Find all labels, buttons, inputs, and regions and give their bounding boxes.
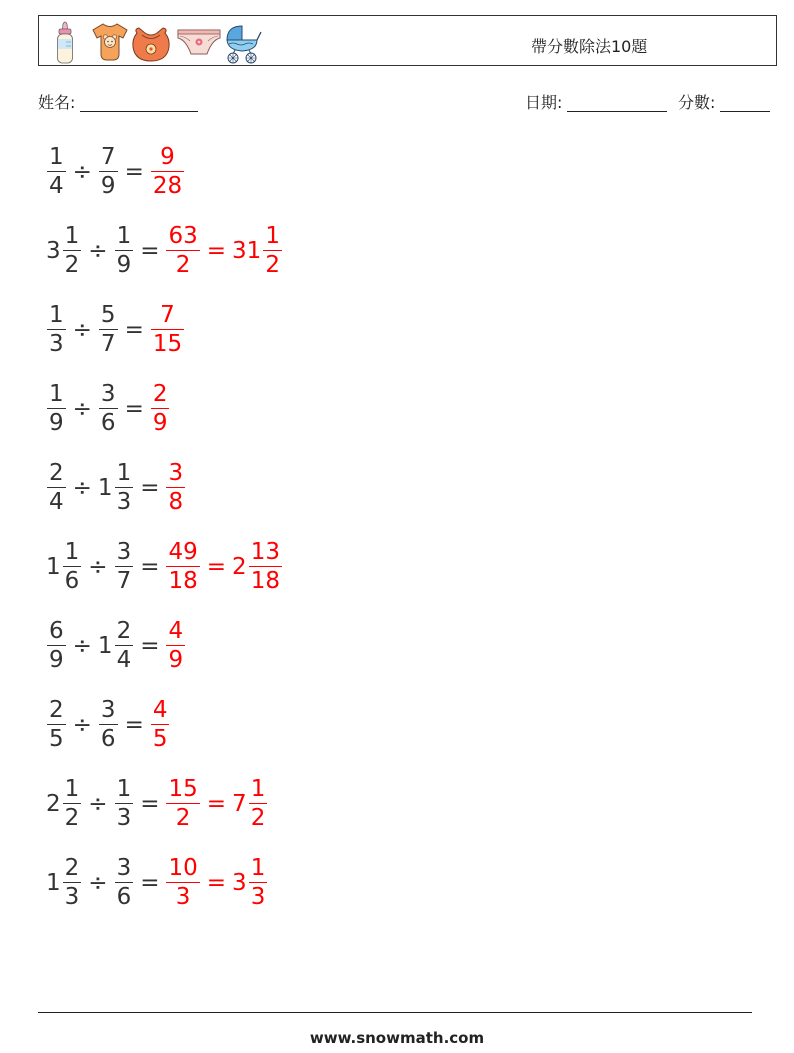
dividend-fraction xyxy=(47,145,66,199)
dividend-denominator: 9 xyxy=(49,647,64,674)
answer xyxy=(232,224,283,278)
dividend-fraction-bar xyxy=(47,724,66,726)
dividend-fraction xyxy=(63,777,82,831)
equals-sign: = xyxy=(206,553,227,580)
answer-denominator: 15 xyxy=(152,331,183,358)
answer-fraction-bar xyxy=(166,645,185,647)
divide-sign: ÷ xyxy=(88,790,108,817)
answer xyxy=(232,540,283,594)
answer-fraction-bar xyxy=(166,487,185,489)
answer-fraction xyxy=(166,856,199,910)
equals-sign: = xyxy=(140,869,160,896)
answer-fraction-bar xyxy=(151,171,184,173)
answer xyxy=(232,777,268,831)
divisor-fraction xyxy=(99,698,118,752)
answer xyxy=(165,777,200,831)
dividend-numerator: 6 xyxy=(49,617,64,644)
answer-fraction-bar xyxy=(151,329,184,331)
dividend xyxy=(46,303,67,357)
dividend-fraction-bar xyxy=(47,171,66,173)
divisor-fraction xyxy=(115,777,134,831)
divisor xyxy=(98,145,119,199)
divisor-fraction-bar xyxy=(115,487,134,489)
answer-denominator: 2 xyxy=(265,252,280,279)
dividend-fraction-bar xyxy=(47,645,66,647)
answer-whole-number: 2 xyxy=(232,553,247,580)
answer-fraction-bar xyxy=(166,250,199,252)
divisor-fraction-bar xyxy=(99,408,118,410)
divisor xyxy=(98,303,119,357)
dividend-numerator: 1 xyxy=(64,538,80,565)
divisor xyxy=(98,461,134,515)
answer-numerator: 63 xyxy=(168,222,198,249)
dividend-denominator: 2 xyxy=(64,252,80,279)
dividend xyxy=(46,540,82,594)
equals-sign: = xyxy=(140,790,160,817)
answer-numerator: 10 xyxy=(168,854,198,881)
answer-whole-number: 3 xyxy=(232,869,247,896)
answer-fraction xyxy=(166,619,185,673)
answer xyxy=(150,698,171,752)
divisor-whole-number: 1 xyxy=(97,632,113,659)
divisor-numerator: 3 xyxy=(100,696,116,723)
divisor-fraction xyxy=(99,303,118,357)
dividend xyxy=(46,461,67,515)
divisor-fraction-bar xyxy=(115,566,134,568)
problem-row xyxy=(46,619,186,672)
divisor-fraction xyxy=(99,145,118,199)
dividend-numerator: 2 xyxy=(49,696,64,723)
answer-numerator: 9 xyxy=(160,143,175,170)
divisor-denominator: 3 xyxy=(116,805,132,832)
answer-fraction xyxy=(151,145,184,199)
dividend-denominator: 2 xyxy=(64,805,80,832)
dividend-denominator: 6 xyxy=(64,568,80,595)
answer-numerator: 3 xyxy=(168,459,184,486)
answer-fraction xyxy=(166,224,199,278)
divisor xyxy=(114,224,135,278)
divisor-fraction-bar xyxy=(115,803,134,805)
answer xyxy=(165,540,200,594)
equals-sign: = xyxy=(124,395,144,422)
answer xyxy=(150,145,185,199)
dividend-denominator: 3 xyxy=(49,331,64,358)
divisor-denominator: 6 xyxy=(116,884,132,911)
answer-denominator: 2 xyxy=(175,805,191,832)
equals-sign: = xyxy=(124,711,144,738)
answer-whole-number: 7 xyxy=(232,790,247,817)
dividend-fraction-bar xyxy=(47,329,66,331)
dividend-fraction-bar xyxy=(63,250,82,252)
dividend-denominator: 3 xyxy=(64,884,80,911)
dividend-fraction xyxy=(63,224,82,278)
dividend-denominator: 5 xyxy=(49,726,64,753)
divisor-fraction-bar xyxy=(99,171,118,173)
answer-numerator: 15 xyxy=(168,775,198,802)
dividend-whole-number: 3 xyxy=(46,237,61,264)
dividend-fraction-bar xyxy=(63,882,82,884)
divisor-fraction xyxy=(99,382,118,436)
problem-row xyxy=(46,303,185,356)
answer-fraction-bar xyxy=(249,882,268,884)
answer-denominator: 3 xyxy=(250,884,266,911)
divisor-fraction-bar xyxy=(115,882,134,884)
divisor-denominator: 7 xyxy=(116,568,132,595)
divisor-fraction-bar xyxy=(99,724,118,726)
dividend-numerator: 1 xyxy=(49,143,64,170)
score-label: 分數: xyxy=(678,93,716,112)
answer-fraction xyxy=(166,461,185,515)
answer-denominator: 9 xyxy=(152,410,168,437)
divide-sign: ÷ xyxy=(72,316,92,343)
equals-sign: = xyxy=(140,474,160,501)
dividend-fraction-bar xyxy=(63,566,82,568)
dividend-numerator: 1 xyxy=(49,380,64,407)
answer xyxy=(165,224,200,278)
divisor-numerator: 1 xyxy=(116,775,132,802)
dividend-numerator: 2 xyxy=(49,459,64,486)
dividend-whole-number: 2 xyxy=(46,790,61,817)
divisor-whole-number: 1 xyxy=(97,474,113,501)
divisor-numerator: 3 xyxy=(100,380,116,407)
divisor-fraction xyxy=(115,224,134,278)
answer xyxy=(232,856,268,910)
divide-sign: ÷ xyxy=(88,237,108,264)
answer-fraction xyxy=(263,224,282,278)
answer-denominator: 3 xyxy=(175,884,191,911)
dividend-numerator: 1 xyxy=(64,222,80,249)
divisor-numerator: 1 xyxy=(116,459,132,486)
answer-fraction-bar xyxy=(249,803,268,805)
answer-denominator: 28 xyxy=(152,173,183,200)
dividend xyxy=(46,698,67,752)
answer-fraction-bar xyxy=(166,566,199,568)
divide-sign: ÷ xyxy=(88,869,108,896)
dividend xyxy=(46,856,82,910)
equals-sign: = xyxy=(140,237,160,264)
divisor-numerator: 7 xyxy=(100,143,116,170)
name-label: 姓名: xyxy=(38,93,76,112)
dividend-denominator: 4 xyxy=(49,173,64,200)
answer xyxy=(150,382,171,436)
divisor-numerator: 1 xyxy=(116,222,132,249)
dividend xyxy=(46,145,67,199)
answer-denominator: 2 xyxy=(250,805,266,832)
answer xyxy=(165,856,200,910)
answer-fraction-bar xyxy=(151,724,170,726)
divide-sign: ÷ xyxy=(72,158,92,185)
dividend xyxy=(46,777,82,831)
divisor-fraction xyxy=(115,540,134,594)
equals-sign: = xyxy=(124,316,144,343)
equals-sign: = xyxy=(124,158,144,185)
dividend-numerator: 1 xyxy=(49,301,64,328)
dividend-fraction xyxy=(47,303,66,357)
answer-fraction-bar xyxy=(166,882,199,884)
problem-row xyxy=(46,856,268,909)
answer-numerator: 7 xyxy=(160,301,175,328)
answer-fraction xyxy=(166,777,199,831)
divisor xyxy=(114,856,135,910)
dividend xyxy=(46,619,67,673)
answer-fraction xyxy=(249,777,268,831)
divisor-fraction-bar xyxy=(115,645,134,647)
divisor xyxy=(114,540,135,594)
dividend-denominator: 9 xyxy=(49,410,64,437)
answer-fraction-bar xyxy=(151,408,170,410)
answer-fraction-bar xyxy=(249,566,282,568)
problem-row xyxy=(46,540,283,593)
dividend xyxy=(46,382,67,436)
dividend-denominator: 4 xyxy=(49,489,64,516)
dividend-whole-number: 1 xyxy=(46,869,61,896)
divide-sign: ÷ xyxy=(72,395,92,422)
answer xyxy=(150,303,185,357)
footer-url: www.snowmath.com xyxy=(309,1029,485,1047)
divide-sign: ÷ xyxy=(88,553,108,580)
divisor-fraction xyxy=(115,856,134,910)
answer-fraction xyxy=(249,856,268,910)
divisor-denominator: 9 xyxy=(116,252,132,279)
answer-denominator: 2 xyxy=(175,252,191,279)
divisor xyxy=(98,619,134,673)
answer-denominator: 5 xyxy=(152,726,168,753)
divide-sign: ÷ xyxy=(72,632,92,659)
divisor-fraction-bar xyxy=(115,250,134,252)
answer-fraction xyxy=(151,303,184,357)
equals-sign: = xyxy=(140,632,160,659)
answer-numerator: 1 xyxy=(250,775,266,802)
divisor-denominator: 4 xyxy=(116,647,132,674)
divisor-denominator: 6 xyxy=(100,726,116,753)
equals-sign: = xyxy=(206,869,227,896)
divisor xyxy=(98,382,119,436)
answer-numerator: 49 xyxy=(168,538,198,565)
equals-sign: = xyxy=(140,553,160,580)
divisor-numerator: 3 xyxy=(116,538,132,565)
answer-numerator: 13 xyxy=(250,538,280,565)
problem-row xyxy=(46,382,170,435)
divisor-numerator: 2 xyxy=(116,617,132,644)
divide-sign: ÷ xyxy=(72,711,92,738)
answer-whole-number: 31 xyxy=(232,237,262,264)
dividend-fraction-bar xyxy=(47,487,66,489)
answer-fraction xyxy=(166,540,199,594)
answer-numerator: 1 xyxy=(250,854,266,881)
divisor xyxy=(114,777,135,831)
dividend-fraction xyxy=(47,619,66,673)
answer-numerator: 2 xyxy=(152,380,168,407)
divisor-denominator: 3 xyxy=(116,489,132,516)
answer-denominator: 18 xyxy=(250,568,280,595)
answer-denominator: 9 xyxy=(168,647,184,674)
dividend-fraction-bar xyxy=(63,803,82,805)
answer-numerator: 4 xyxy=(152,696,168,723)
divide-sign: ÷ xyxy=(72,474,92,501)
problem-row xyxy=(46,461,186,514)
answer-denominator: 8 xyxy=(168,489,184,516)
dividend-numerator: 2 xyxy=(64,854,80,881)
answer xyxy=(165,461,186,515)
divisor xyxy=(98,698,119,752)
problem-row xyxy=(46,777,268,830)
problem-row xyxy=(46,698,170,751)
answer-fraction xyxy=(249,540,282,594)
equals-sign: = xyxy=(206,790,227,817)
dividend-fraction xyxy=(47,382,66,436)
dividend xyxy=(46,224,82,278)
divisor-denominator: 6 xyxy=(100,410,116,437)
divisor-denominator: 9 xyxy=(100,173,116,200)
answer xyxy=(165,619,186,673)
dividend-fraction xyxy=(47,461,66,515)
answer-denominator: 18 xyxy=(168,568,198,595)
divisor-fraction xyxy=(115,619,134,673)
divisor-denominator: 7 xyxy=(100,331,116,358)
dividend-fraction xyxy=(63,856,82,910)
divisor-fraction-bar xyxy=(99,329,118,331)
problem-row xyxy=(46,145,185,198)
answer-numerator: 4 xyxy=(168,617,184,644)
dividend-whole-number: 1 xyxy=(46,553,61,580)
problem-row xyxy=(46,224,283,277)
answer-fraction-bar xyxy=(263,250,282,252)
dividend-fraction-bar xyxy=(47,408,66,410)
answer-numerator: 1 xyxy=(265,222,280,249)
dividend-numerator: 1 xyxy=(64,775,80,802)
answer-fraction xyxy=(151,382,170,436)
date-label: 日期: xyxy=(525,93,563,112)
dividend-fraction xyxy=(63,540,82,594)
divisor-fraction xyxy=(115,461,134,515)
footer-divider xyxy=(38,1012,752,1013)
divisor-numerator: 3 xyxy=(116,854,132,881)
worksheet-title: 帶分數除法10題 xyxy=(531,37,648,56)
answer-fraction-bar xyxy=(166,803,199,805)
answer-fraction xyxy=(151,698,170,752)
dividend-fraction xyxy=(47,698,66,752)
divisor-numerator: 5 xyxy=(100,301,116,328)
equals-sign: = xyxy=(206,237,227,264)
